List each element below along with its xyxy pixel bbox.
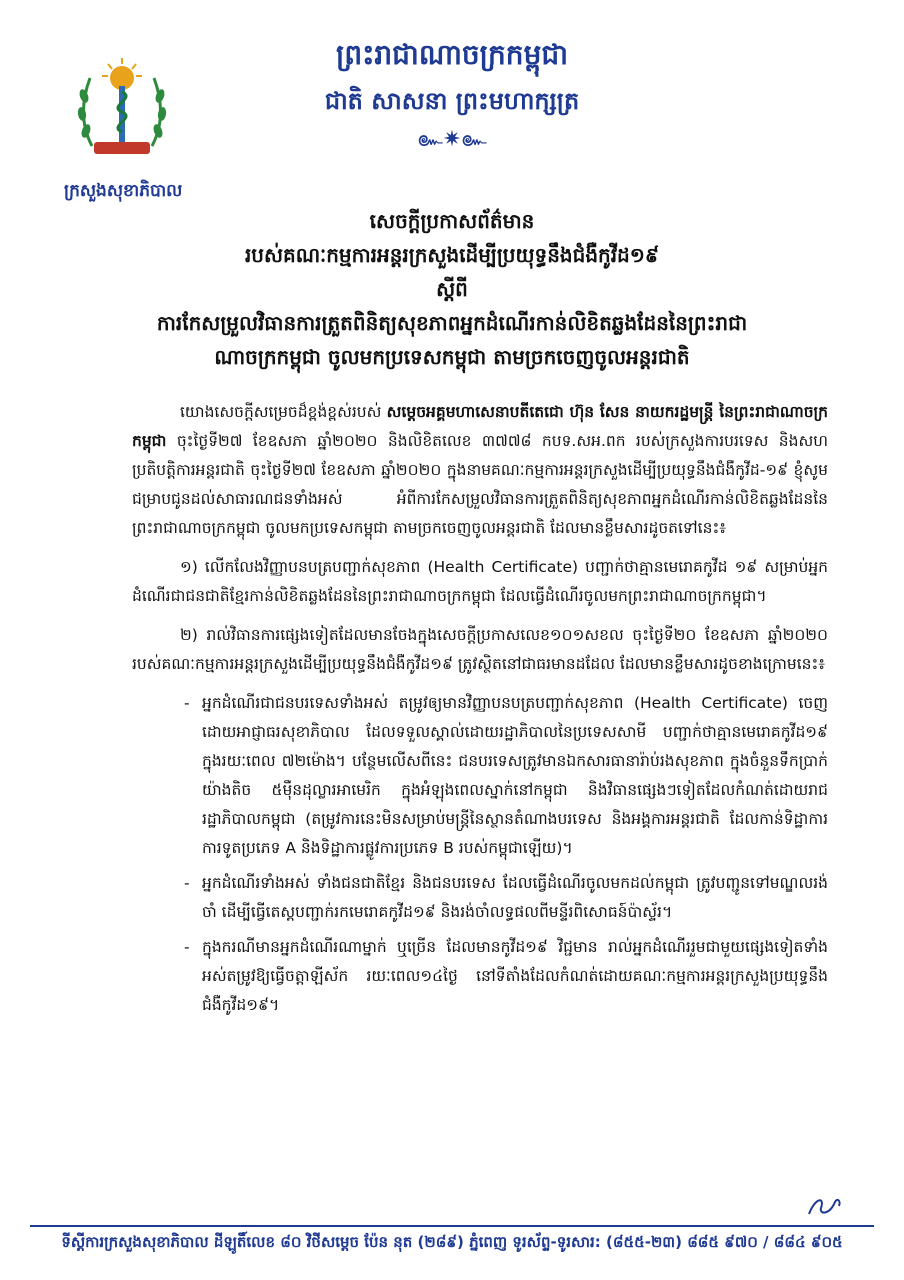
- prime-minister-title: សម្តេចអគ្គមហាសេនាបតីតេជោ ហ៊ុន សែន នាយករដ្ឋមន្ត្រី នៃព្រះរាជាណាចក្រកម្ពុជា: [132, 403, 828, 450]
- point-2: ២) រាល់វិធានការផ្សេងទៀតដែលមានចែងក្នុងសេចក្តីប្រកាសលេខ១០១សខល ចុះថ្ងៃទី២០ ខែឧសភា ឆ្នាំ២០២០ របស់គណៈកម្មការអន្តរក្រសួងដើម្បីប្រយុទ្ធនឹងជំងឺកូវីដ១៩ ត្រូវស្ថិតនៅជាធរមានដដែល ដែលមានខ្លឹមសារដូចខាងក្រោមនេះ៖: [132, 626, 828, 673]
- ministry-name: ក្រសួងសុខាភិបាល: [64, 181, 183, 201]
- intro-paragraph: [132, 398, 828, 543]
- list-item-text: អ្នកដំណើរជាជនបរទេសទាំងអស់ តម្រូវឲ្យមានវិញ្ញាបនបត្របញ្ជាក់សុខភាព (Health Certificate) ចេញដោយអាជ្ញាធរសុខាភិបាល ដែលទទួលស្គាល់ដោយរដ្ឋាភិបាលនៃប្រទេសសាមី បញ្ជាក់ថាគ្មានមេរោគកូវីដ១៩ ក្នុងរយៈពេល ៧២ម៉ោង។ បន្ថែមលើសពីនេះ ជនបរទេសត្រូវមានឯកសារធានារ៉ាប់រងសុខភាព ក្នុងចំនួនទឹកប្រាក់យ៉ាងតិច ៥ម៉ឺនដុល្លារអាមេរិក ក្នុងអំឡុងពេលស្នាក់នៅកម្ពុជា និងវិធានផ្សេងៗទៀតដែលកំណត់ដោយរាជរដ្ឋាភិបាលកម្ពុជា (តម្រូវការនេះមិនសម្រាប់មន្ត្រីនៃស្ថានតំណាងបរទេស និងអង្គការអន្តរជាតិ ដែលកាន់ទិដ្ឋាការការទូតប្រភេទ A និងទិដ្ឋាការផ្លូវការប្រភេទ B របស់កម្ពុជាឡើយ)។: [202, 694, 828, 857]
- bullet-dash-icon: -: [184, 874, 190, 892]
- footer-address: ទីស្តីការក្រសួងសុខាភិបាល ដីឡូតិ៍លេខ ៨០ វិថីសម្តេច ប៉ែន នុត (២៨៩) ភ្នំពេញ ទូរស័ព្ទ-ទូរសារ: (៨៥៥-២៣) ៨៨៥ ៩៧០ / ៨៨៤ ៩០៥: [61, 1233, 843, 1251]
- kingdom-heading: ព្រះរាជាណាចក្រកម្ពុជា: [335, 38, 568, 71]
- list-item: [184, 689, 828, 863]
- announcement-title: [70, 204, 834, 374]
- footer-divider: [30, 1225, 874, 1227]
- list-item-text: អ្នកដំណើរទាំងអស់ ទាំងជនជាតិខ្មែរ និងជនបរទេស ដែលធ្វើដំណើរចូលមកដល់កម្ពុជា ត្រូវបញ្ជូនទៅមណ្ឌលរង់ចាំ ដើម្បីធ្វើតេស្តបញ្ជាក់រកមេរោគកូវីដ១៩ និងរង់ចាំលទ្ធផលពីមន្ទីរពិសោធន៍ប៉ាស្ទ័រ។: [202, 874, 828, 921]
- list-item: [184, 933, 828, 1020]
- list-item: [184, 869, 828, 927]
- point-1: ១) លើកលែងវិញ្ញាបនបត្របញ្ជាក់សុខភាព (Health Certificate) បញ្ជាក់ថាគ្មានមេរោគកូវីដ ១៩ សម្រាប់អ្នកដំណើរជាជនជាតិខ្មែរកាន់លិខិតឆ្លងដែននៃព្រះរាជាណាចក្រកម្ពុជា ដែលធ្វើដំណើរចូលមកព្រះរាជាណាចក្រកម្ពុជា។: [132, 558, 828, 605]
- intro-rest: ចុះថ្ងៃទី២៧ ខែឧសភា ឆ្នាំ២០២០ និងលិខិតលេខ ៣៧៧៨ កបទ.សអ.ពក របស់ក្រសួងការបរទេស និងសហប្រតិបត្តិការអន្តរជាតិ ចុះថ្ងៃទី២៧ ខែឧសភា ឆ្នាំ២០២០ ក្នុងនាមគណៈកម្មការអន្តរក្រសួងដើម្បីប្រយុទ្ធនឹងជំងឺកូវីដ-១៩ ខ្ញុំសូមជម្រាបជូនដល់សាធារណជនទាំងអស់ អំពីការកែសម្រួលវិធានការត្រួតពិនិត្យសុខភាពអ្នកដំណើរកាន់លិខិតឆ្លងដែននៃព្រះរាជាណាចក្រកម្ពុជា ចូលមកប្រទេសកម្ពុជា តាមច្រកចេញចូលអន្តរជាតិ ដែលមានខ្លឹមសារដូចតទៅនេះ៖: [132, 432, 828, 537]
- initials-signature: [805, 1194, 845, 1220]
- list-item-text: ក្នុងករណីមានអ្នកដំណើរណាម្នាក់ ឬច្រើន ដែលមានកូវីដ១៩ វិជ្ជមាន រាល់អ្នកដំណើររួមជាមួយផ្សេងទៀតទាំងអស់តម្រូវឱ្យធ្វើចត្តាឡីស័ក រយៈពេល១៤ថ្ងៃ នៅទីតាំងដែលកំណត់ដោយគណៈកម្មការអន្តរក្រសួងប្រយុទ្ធនឹងជំងឺកូវីដ១៩។: [202, 938, 828, 1014]
- ornament-divider: ๛✷๛: [417, 127, 487, 152]
- title-line: សេចក្តីប្រកាសព័ត៌មាន: [369, 209, 535, 233]
- title-line: ការកែសម្រួលវិធានការត្រួតពិនិត្យសុខភាពអ្នកដំណើរកាន់លិខិតឆ្លងដែននៃព្រះរាជា: [156, 311, 748, 335]
- national-motto: ជាតិ សាសនា ព្រះមហាក្សត្រ: [324, 87, 580, 115]
- title-line: ស្តីពី: [436, 277, 468, 301]
- title-line: របស់គណៈកម្មការអន្តរក្រសួងដើម្បីប្រយុទ្ធនឹងជំងឺកូវីដ១៩: [244, 243, 660, 267]
- announcement-body: [132, 398, 828, 1026]
- bullet-dash-icon: -: [184, 938, 190, 956]
- intro-lead: យោងសេចក្តីសម្រេចដ៏ខ្ពង់ខ្ពស់របស់: [180, 403, 382, 421]
- title-line: ណាចក្រកម្ពុជា ចូលមកប្រទេសកម្ពុជា តាមច្រកចេញចូលអន្តរជាតិ: [214, 345, 690, 369]
- measures-list: [132, 689, 828, 1020]
- bullet-dash-icon: -: [184, 694, 190, 712]
